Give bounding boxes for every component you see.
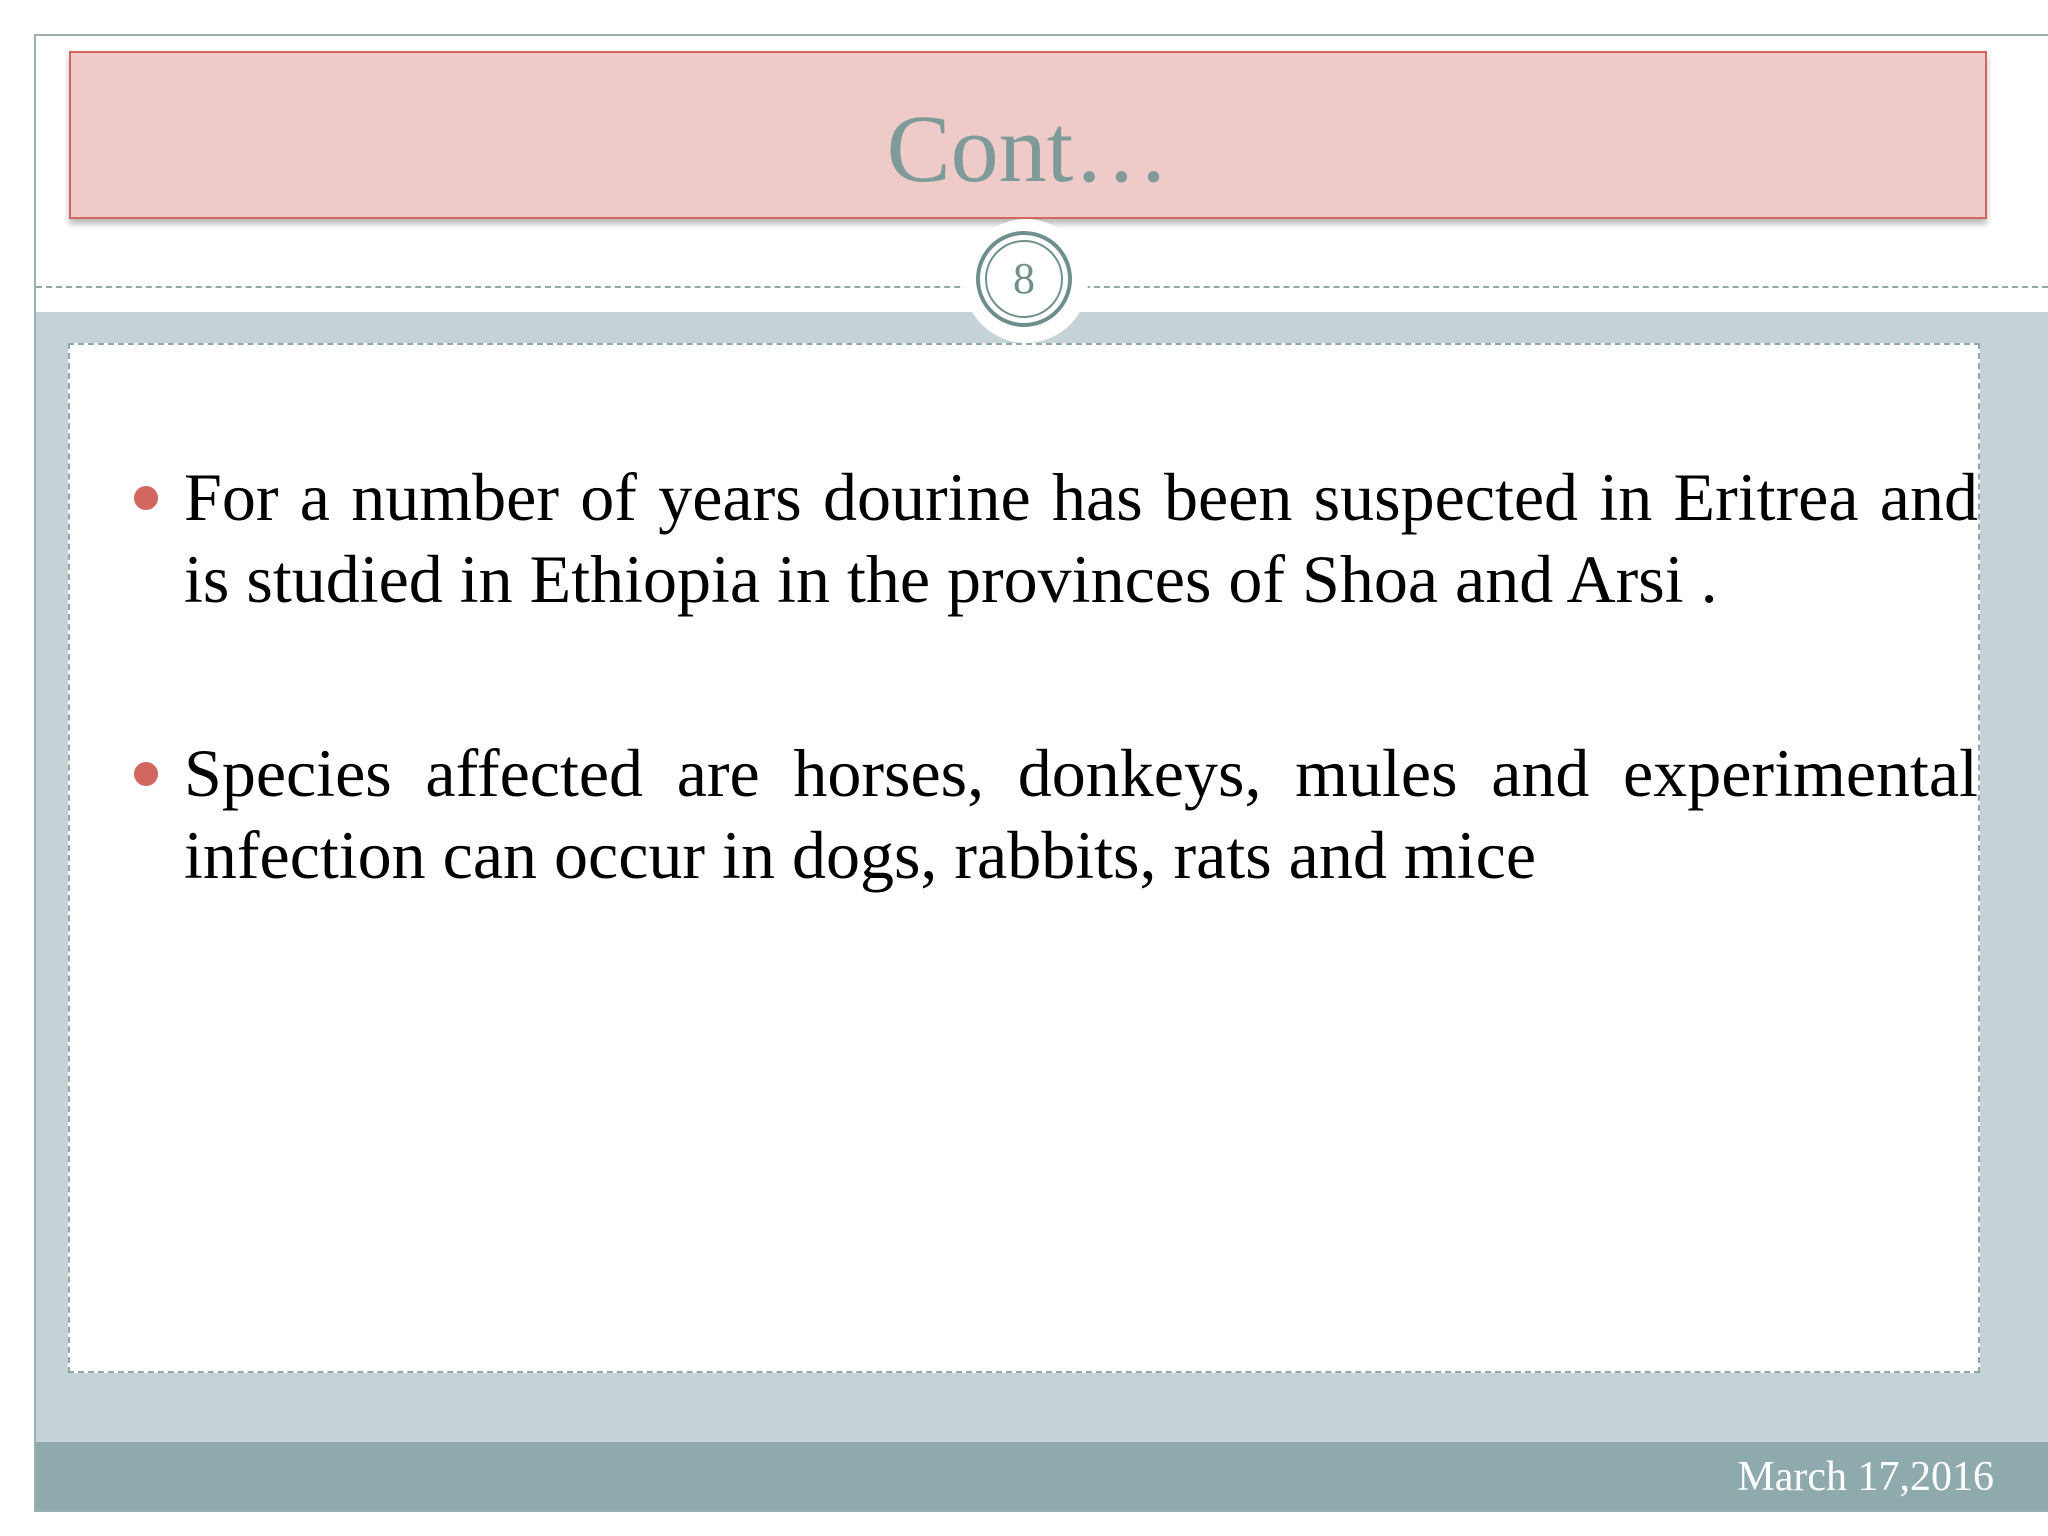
bullet-dot-icon <box>134 762 158 786</box>
bullet-dot-icon <box>134 486 158 510</box>
slide <box>34 34 2048 1512</box>
bullet-text: Species affected are horses, donkeys, mules and experimental infection can occur in dogs, rabbits, rats and mice <box>184 735 1978 893</box>
bullet-item <box>100 732 1978 896</box>
title-box <box>69 51 1987 219</box>
bullet-text: For a number of years dourine has been suspected in Eritrea and is studied in Ethiopia in the provinces of Shoa and Arsi . <box>184 459 1978 617</box>
footer-bar <box>36 1442 2048 1512</box>
page-number-badge <box>964 219 1088 343</box>
bullet-item <box>100 456 1978 620</box>
slide-title: Cont… <box>886 95 1170 202</box>
footer-date: March 17,2016 <box>1737 1454 1994 1500</box>
bullet-list <box>100 456 1978 1008</box>
page-ring-outer <box>976 231 1072 327</box>
page-number: 8 <box>985 240 1063 318</box>
